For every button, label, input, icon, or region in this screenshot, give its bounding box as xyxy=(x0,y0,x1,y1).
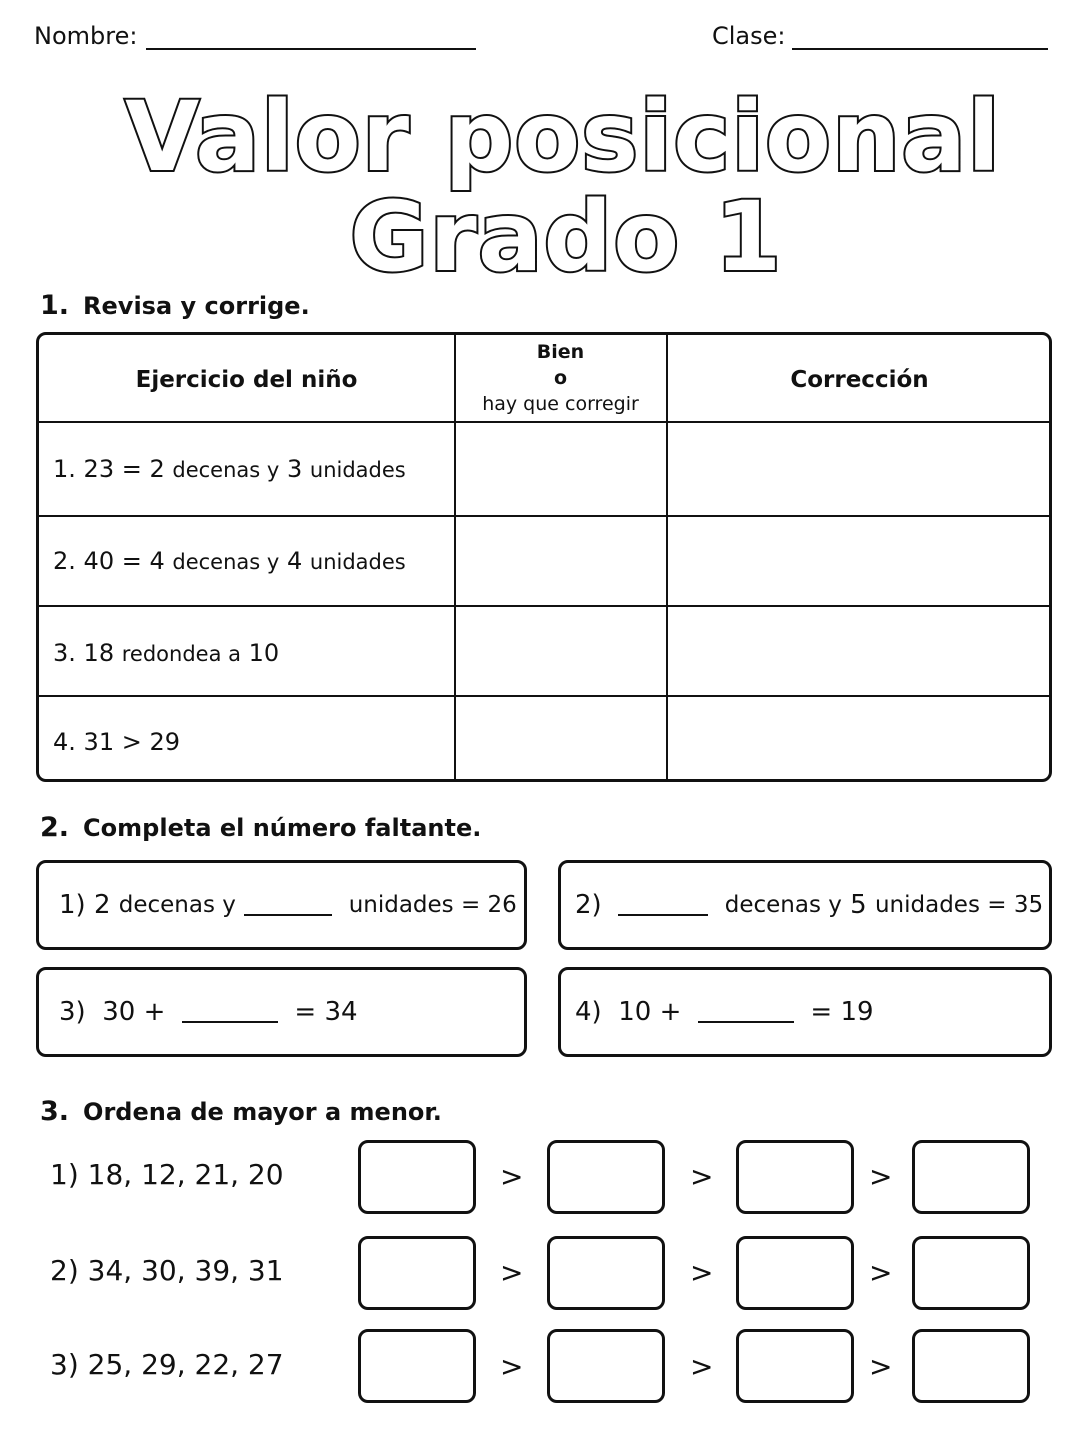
check-header-line-3: hay que corregir xyxy=(482,393,639,415)
row-expression: 31 > 29 xyxy=(83,728,180,756)
worksheet-title xyxy=(0,70,1086,285)
row-value: 10 xyxy=(248,639,280,667)
order-numbers: 1) 18, 12, 21, 20 xyxy=(50,1158,284,1191)
question-box-2 xyxy=(558,860,1052,950)
check-cell[interactable] xyxy=(456,517,664,603)
question-number: 3) xyxy=(59,997,86,1027)
section-3-number: 3. xyxy=(40,1096,70,1127)
column-header-exercise: Ejercicio del niño xyxy=(135,367,358,393)
table-row xyxy=(53,455,406,483)
question-number: 4) xyxy=(575,997,602,1027)
greater-than-sign: > xyxy=(500,1256,524,1289)
greater-than-sign: > xyxy=(869,1256,893,1289)
row-value: 3 xyxy=(286,455,303,483)
order-answer-box[interactable] xyxy=(358,1140,476,1214)
answer-blank[interactable] xyxy=(244,894,332,916)
row-expression: 40 = 4 xyxy=(83,547,165,575)
section-2-number: 2. xyxy=(40,812,70,843)
name-label: Nombre: xyxy=(34,22,138,50)
order-answer-box[interactable] xyxy=(912,1329,1030,1403)
greater-than-sign: > xyxy=(690,1256,714,1289)
row-value: 4 xyxy=(286,547,303,575)
row-unit: unidades xyxy=(309,458,406,482)
order-answer-box[interactable] xyxy=(547,1329,665,1403)
order-answer-box[interactable] xyxy=(912,1140,1030,1214)
order-answer-box[interactable] xyxy=(736,1236,854,1310)
order-answer-box[interactable] xyxy=(358,1329,476,1403)
row-words: decenas y xyxy=(172,458,280,482)
table-row xyxy=(53,547,406,575)
table-row xyxy=(53,728,180,756)
check-header-line-2: o xyxy=(553,367,568,389)
answer-blank[interactable] xyxy=(618,894,708,916)
row-number: 1. xyxy=(53,455,76,483)
title-line-1: Valor posicional xyxy=(125,81,1001,193)
section-2-title: Completa el número faltante. xyxy=(83,814,482,842)
greater-than-sign: > xyxy=(500,1160,524,1193)
question-number: 1) xyxy=(59,890,86,920)
section-2-heading xyxy=(40,812,481,843)
answer-blank[interactable] xyxy=(182,1001,278,1023)
question-box-4 xyxy=(558,967,1052,1057)
column-header-check xyxy=(455,339,666,417)
section-3-title: Ordena de mayor a menor. xyxy=(83,1098,442,1126)
title-line-2: Grado 1 xyxy=(349,181,783,285)
section-3-heading xyxy=(40,1096,442,1127)
check-cell[interactable] xyxy=(456,423,664,513)
question-result: unidades = 26 xyxy=(348,892,517,918)
question-box-1 xyxy=(36,860,527,950)
row-expression: 23 = 2 xyxy=(83,455,165,483)
greater-than-sign: > xyxy=(869,1350,893,1383)
correction-cell[interactable] xyxy=(668,423,1048,513)
check-cell[interactable] xyxy=(456,607,664,693)
greater-than-sign: > xyxy=(869,1160,893,1193)
question-words: decenas y xyxy=(724,892,842,918)
question-value: 10 + xyxy=(618,997,682,1027)
class-field[interactable] xyxy=(792,48,1048,50)
correction-cell[interactable] xyxy=(668,697,1048,777)
section-1-title: Revisa y corrige. xyxy=(83,292,310,320)
greater-than-sign: > xyxy=(690,1350,714,1383)
class-label: Clase: xyxy=(712,22,786,50)
section-1-number: 1. xyxy=(40,290,70,321)
order-numbers: 3) 25, 29, 22, 27 xyxy=(50,1348,284,1381)
row-words: decenas y xyxy=(172,550,280,574)
order-answer-box[interactable] xyxy=(912,1236,1030,1310)
question-value: 2 xyxy=(93,890,111,920)
correction-cell[interactable] xyxy=(668,517,1048,603)
question-value: 5 xyxy=(850,890,867,920)
question-words: decenas y xyxy=(118,892,236,918)
order-answer-box[interactable] xyxy=(547,1236,665,1310)
column-header-correction: Corrección xyxy=(790,367,929,393)
order-answer-box[interactable] xyxy=(358,1236,476,1310)
row-unit: unidades xyxy=(309,550,406,574)
row-words: redondea a xyxy=(121,642,241,666)
check-cell[interactable] xyxy=(456,697,664,777)
table-row xyxy=(53,639,279,667)
greater-than-sign: > xyxy=(690,1160,714,1193)
question-result: = 34 xyxy=(294,997,358,1027)
order-answer-box[interactable] xyxy=(736,1140,854,1214)
order-answer-box[interactable] xyxy=(736,1329,854,1403)
section-1-heading xyxy=(40,290,310,321)
question-result: = 19 xyxy=(810,997,874,1027)
question-box-3 xyxy=(36,967,527,1057)
question-value: 30 + xyxy=(102,997,166,1027)
greater-than-sign: > xyxy=(500,1350,524,1383)
row-number: 3. xyxy=(53,639,76,667)
row-expression: 18 xyxy=(83,639,115,667)
order-numbers: 2) 34, 30, 39, 31 xyxy=(50,1254,284,1287)
question-result: unidades = 35 xyxy=(874,892,1044,918)
order-answer-box[interactable] xyxy=(547,1140,665,1214)
check-header-line-1: Bien xyxy=(536,341,585,363)
correction-cell[interactable] xyxy=(668,607,1048,693)
name-field[interactable] xyxy=(146,48,476,50)
row-number: 4. xyxy=(53,728,76,756)
question-number: 2) xyxy=(575,890,602,920)
row-number: 2. xyxy=(53,547,76,575)
review-table xyxy=(36,332,1052,782)
answer-blank[interactable] xyxy=(698,1001,794,1023)
